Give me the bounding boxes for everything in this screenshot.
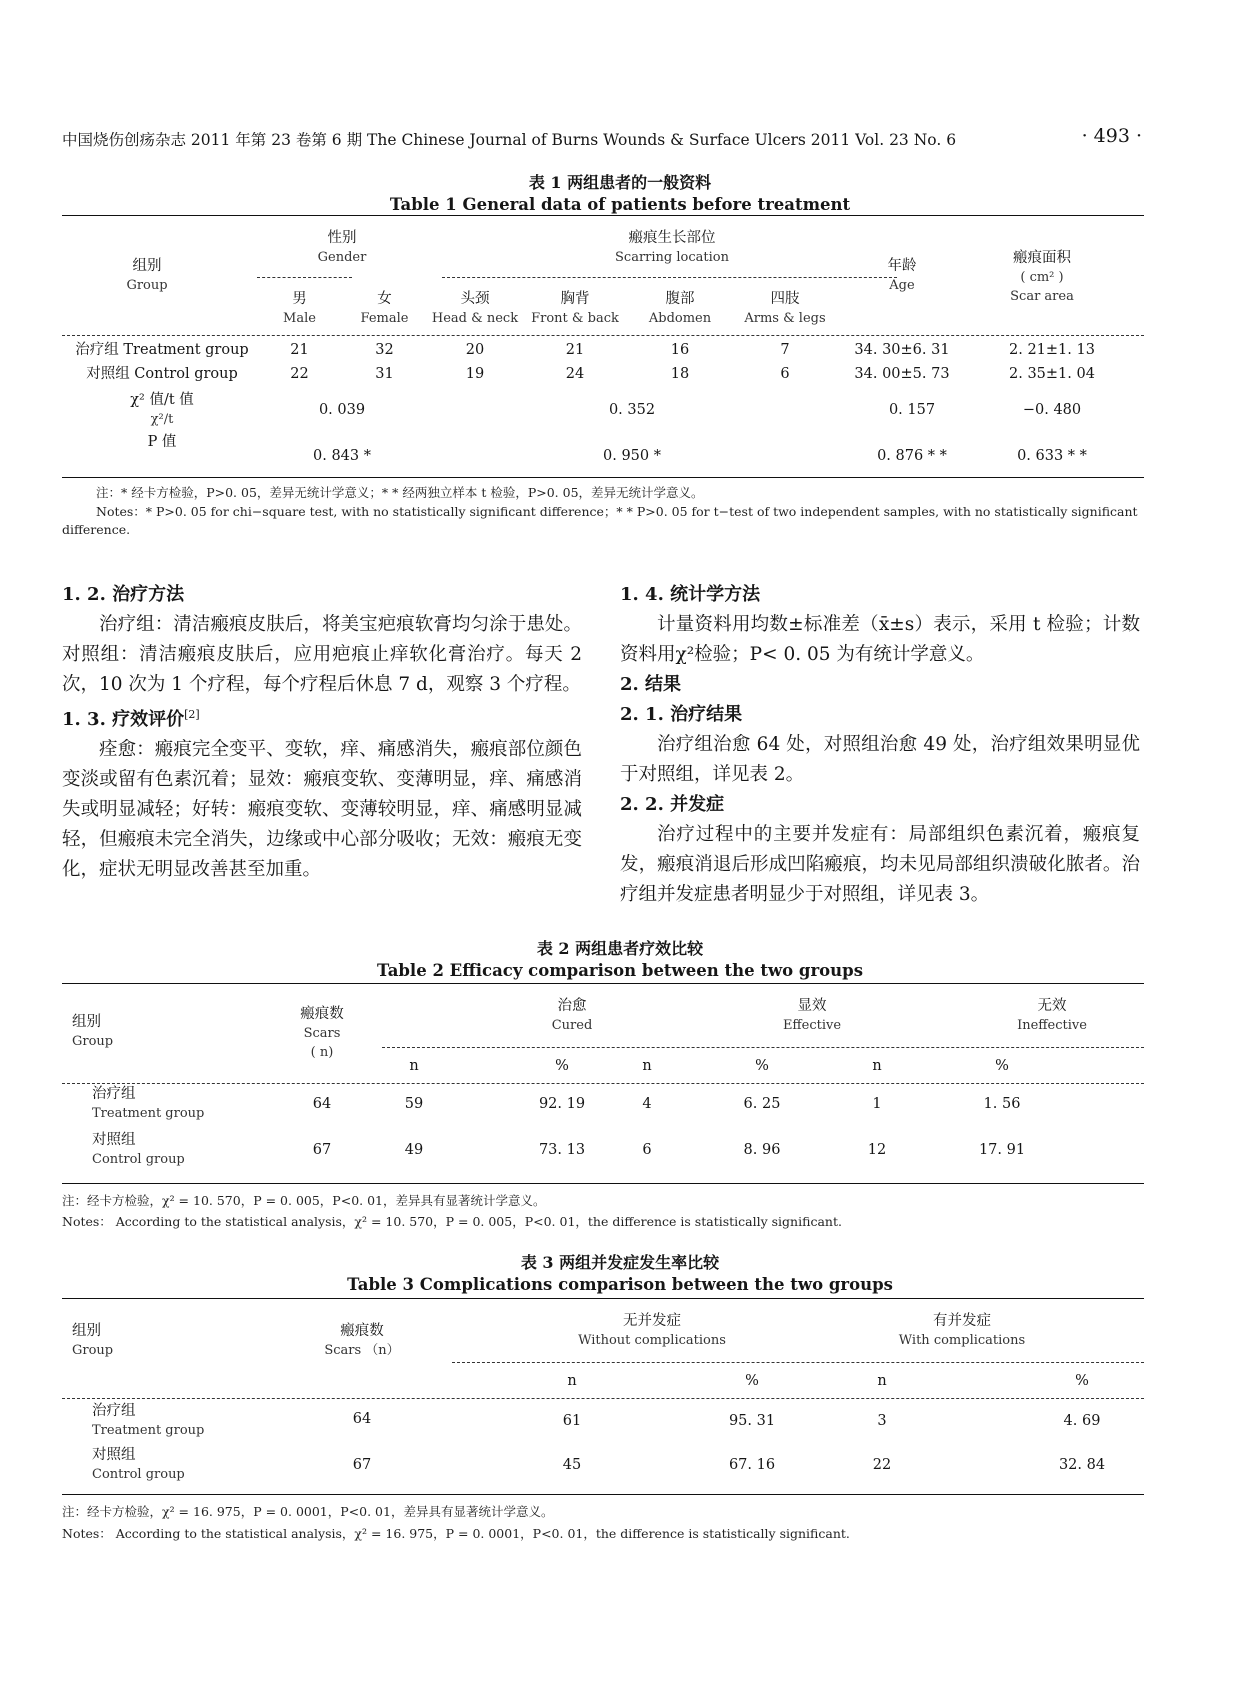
t2-row1-eff-n: 4: [642, 1096, 652, 1112]
t1-row1-male: 21: [290, 342, 309, 358]
t1-female-header: 女 Female: [360, 291, 409, 326]
t1-p-area: 0. 633 * *: [1017, 448, 1087, 464]
section-2-2-text: 治疗过程中的主要并发症有：局部组织色素沉着，瘢痕复发，瘢痕消退后形成凹陷瘢痕，均未见局部组织溃破化脓者。治疗组并发症患者明显少于对照组，详见表 3。: [620, 824, 1140, 905]
table3-title-zh: 表 3 两组并发症发生率比较: [520, 1253, 720, 1272]
t1-row1-chest: 21: [565, 342, 585, 358]
t1-row2-abdomen: 18: [670, 366, 690, 382]
table2-caption: [0, 938, 1240, 982]
left-column: [62, 580, 582, 885]
t1-row2-limbs: 6: [780, 366, 790, 382]
section-1-4-text: 计量资料用均数±标准差（x̄±s）表示，采用 t 检验；计数资料用χ²检验；P< 0. 05 为有统计学意义。: [620, 614, 1140, 665]
table2-note-zh: 注：经卡方检验，χ² = 10. 570，P = 0. 005，P<0. 01，差异具有显著统计学意义。: [62, 1193, 546, 1208]
section-2-1-text: 治疗组治愈 64 处，对照组治愈 49 处，治疗组效果明显优于对照组，详见表 2。: [620, 734, 1140, 785]
table3-note-en: Notes： According to the statistical analysis，χ² = 16. 975，P = 0. 0001，P<0. 01，the difference is statistically significant.: [62, 1526, 850, 1541]
section-2-2-heading: 2. 2. 并发症: [620, 794, 725, 815]
t1-p-location: 0. 950 *: [603, 448, 661, 464]
t1-limbs-header: 四肢 Arms & legs: [744, 291, 826, 326]
table1-note-en: Notes：* P>0. 05 for chi−square test, with no statistically significant difference；* * P>0. 05 for t−test of two independent samples, with no statistically significant difference.: [62, 504, 1138, 537]
section-1-4-heading: 1. 4. 统计学方法: [620, 584, 761, 605]
section-1-3-heading: 1. 3. 疗效评价[2]: [62, 708, 200, 730]
t3-without-n-header: n: [567, 1373, 577, 1389]
t1-chest-header: 胸背 Front & back: [531, 291, 619, 326]
t1-t-age: 0. 157: [888, 402, 936, 418]
right-column: [620, 580, 1140, 910]
section-2-heading: 2. 结果: [620, 674, 682, 695]
t2-row2-cured-pct: 73. 13: [538, 1142, 586, 1158]
t1-gender-header: 性别 Gender: [317, 230, 367, 265]
t1-row2-age: 34. 00±5. 73: [854, 366, 950, 382]
t2-eff-n-header: n: [642, 1058, 652, 1074]
table1-caption: [0, 172, 1240, 216]
t2-ineffective-header: 无效 Ineffective: [1017, 998, 1087, 1033]
page-number: · 493 ·: [1081, 125, 1142, 147]
t2-group-header: 组别 Group: [72, 1014, 114, 1049]
t3-row1-group: 治疗组 Treatment group: [92, 1403, 205, 1438]
t1-row1-female: 32: [375, 342, 394, 358]
t1-row2-group: 对照组 Control group: [86, 366, 238, 382]
t1-location-header: 瘢痕生长部位 Scarring location: [615, 230, 729, 265]
t3-row2-scars: 67: [352, 1457, 372, 1473]
t1-row2-head: 19: [465, 366, 485, 382]
section-1-2-text: 治疗组：清洁瘢痕皮肤后，将美宝疤痕软膏均匀涂于患处。对照组：清洁瘢痕皮肤后，应用疤痕止痒软化膏治疗。每天 2 次，10 次为 1 个疗程，每个疗程后休息 7 d，观察 3 个疗程。: [62, 614, 582, 695]
t2-row1-ineff-n: 1: [872, 1096, 882, 1112]
t1-row1-abdomen: 16: [670, 342, 690, 358]
t1-chi-gender: 0. 039: [318, 402, 366, 418]
t2-eff-pct-header: %: [755, 1058, 769, 1074]
t1-row2-male: 22: [290, 366, 309, 382]
t2-row1-cured-n: 59: [404, 1096, 424, 1112]
t1-row2-chest: 24: [565, 366, 585, 382]
t2-row1-ineff-pct: 1. 56: [983, 1096, 1021, 1112]
t1-area-header: 瘢痕面积 ( cm² ) Scar area: [1010, 250, 1074, 304]
t1-group-header: 组别 Group: [126, 258, 168, 293]
t3-row2-group: 对照组 Control group: [92, 1447, 185, 1482]
t1-p-age: 0. 876 * *: [877, 448, 947, 464]
table2-title-zh: 表 2 两组患者疗效比较: [536, 939, 704, 958]
t1-row2-area: 2. 35±1. 04: [1009, 366, 1095, 382]
t1-abdomen-header: 腹部 Abdomen: [648, 291, 712, 326]
t3-row2-with-n: 22: [872, 1457, 892, 1473]
table3-caption: [0, 1252, 1240, 1296]
table1-title-zh: 表 1 两组患者的一般资料: [528, 173, 712, 192]
t2-scars-header: 瘢痕数 Scars ( n): [300, 1006, 344, 1060]
t2-row2-ineff-pct: 17. 91: [978, 1142, 1026, 1158]
table2-note-en: Notes： According to the statistical analysis，χ² = 10. 570，P = 0. 005，P<0. 01，the difference is statistically significant.: [62, 1214, 842, 1229]
t2-ineff-pct-header: %: [995, 1058, 1009, 1074]
t3-row1-with-n: 3: [877, 1413, 887, 1429]
table2-title-en: Table 2 Efficacy comparison between the two groups: [377, 961, 863, 980]
t2-effective-header: 显效 Effective: [782, 998, 842, 1033]
section-1-2-heading: 1. 2. 治疗方法: [62, 584, 185, 605]
t1-p-label: P 值: [147, 434, 177, 450]
t3-row2-without-pct: 67. 16: [728, 1457, 776, 1473]
t3-without-header: 无并发症 Without complications: [578, 1313, 726, 1348]
t1-row1-area: 2. 21±1. 13: [1009, 342, 1095, 358]
t3-without-pct-header: %: [745, 1373, 759, 1389]
t1-row1-head: 20: [465, 342, 485, 358]
t2-row2-scars: 67: [312, 1142, 332, 1158]
t3-row1-without-n: 61: [562, 1413, 582, 1429]
journal-running-head: 中国烧伤创疡杂志 2011 年第 23 卷第 6 期 The Chinese Journal of Burns Wounds & Surface Ulcers 2011 Vol. 23 No. 6: [62, 131, 957, 149]
table3-note-zh: 注：经卡方检验，χ² = 16. 975，P = 0. 0001，P<0. 01，差异具有显著统计学意义。: [62, 1504, 554, 1519]
t2-ineff-n-header: n: [872, 1058, 882, 1074]
t1-row1-group: 治疗组 Treatment group: [75, 342, 249, 358]
table1-title-en: Table 1 General data of patients before treatment: [389, 195, 851, 214]
table1: [62, 215, 1144, 480]
t3-row1-with-pct: 4. 69: [1063, 1413, 1101, 1429]
t2-row2-ineff-n: 12: [867, 1142, 887, 1158]
t2-row1-eff-pct: 6. 25: [743, 1096, 781, 1112]
t2-row2-cured-n: 49: [404, 1142, 424, 1158]
t2-row1-cured-pct: 92. 19: [538, 1096, 586, 1112]
t3-with-header: 有并发症 With complications: [898, 1313, 1026, 1348]
t2-row2-eff-pct: 8. 96: [743, 1142, 781, 1158]
t1-p-gender: 0. 843 *: [313, 448, 371, 464]
t3-row1-without-pct: 95. 31: [728, 1413, 776, 1429]
table2: [62, 983, 1144, 1188]
t2-row2-eff-n: 6: [642, 1142, 652, 1158]
t2-cured-n-header: n: [409, 1058, 419, 1074]
t3-row2-with-pct: 32. 84: [1058, 1457, 1106, 1473]
t2-row1-group: 治疗组 Treatment group: [92, 1086, 205, 1121]
t3-row1-scars: 64: [352, 1411, 372, 1427]
t1-row1-limbs: 7: [780, 342, 790, 358]
t1-head-header: 头颈 Head & neck: [431, 291, 519, 326]
t3-group-header: 组别 Group: [72, 1323, 114, 1358]
t1-chi-label: χ² 值/t 值 χ²/t: [130, 392, 194, 427]
table1-note-zh: 注：* 经卡方检验，P>0. 05，差异无统计学意义；* * 经两独立样本 t 检验，P>0. 05，差异无统计学意义。: [96, 485, 704, 500]
t2-cured-pct-header: %: [555, 1058, 569, 1074]
t1-chi-location: 0. 352: [608, 402, 656, 418]
t3-with-n-header: n: [877, 1373, 887, 1389]
t1-t-area: −0. 480: [1022, 402, 1082, 418]
t1-row1-age: 34. 30±6. 31: [854, 342, 950, 358]
t2-row1-scars: 64: [312, 1096, 332, 1112]
t3-row2-without-n: 45: [562, 1457, 582, 1473]
t3-with-pct-header: %: [1075, 1373, 1089, 1389]
section-2-1-heading: 2. 1. 治疗结果: [620, 704, 743, 725]
table3: [62, 1298, 1144, 1498]
t1-row2-female: 31: [375, 366, 394, 382]
t3-scars-header: 瘢痕数 Scars （n）: [324, 1323, 400, 1358]
reference-marker: [2]: [184, 708, 200, 721]
t2-row2-group: 对照组 Control group: [92, 1132, 185, 1167]
t1-age-header: 年龄 Age: [887, 258, 917, 293]
table3-title-en: Table 3 Complications comparison between the two groups: [347, 1275, 893, 1294]
t2-cured-header: 治愈 Cured: [551, 998, 593, 1033]
t1-male-header: 男 Male: [283, 291, 316, 326]
section-1-3-text: 痊愈：瘢痕完全变平、变软，痒、痛感消失，瘢痕部位颜色变淡或留有色素沉着；显效：瘢痕变软、变薄明显，痒、痛感消失或明显减轻；好转：瘢痕变软、变薄较明显，痒、痛感明显减轻，但瘢痕未完全消失，边缘或中心部分吸收；无效：瘢痕无变化，症状无明显改善甚至加重。: [62, 739, 582, 880]
